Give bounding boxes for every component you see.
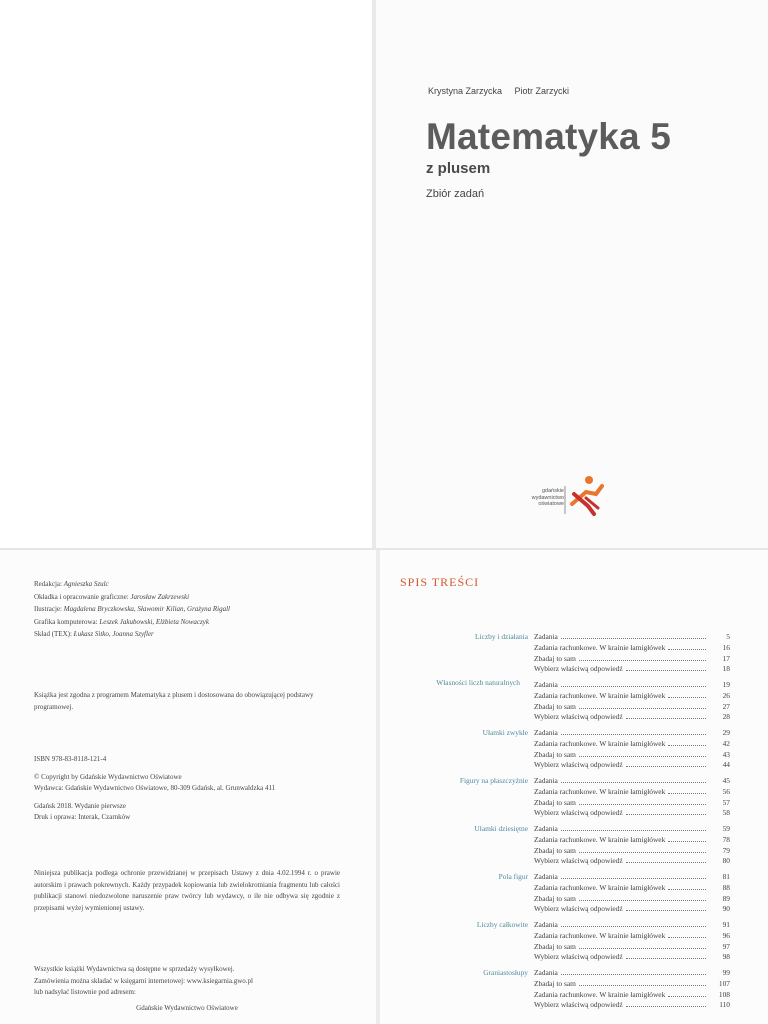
- toc-leader: [579, 804, 706, 805]
- credit-value: Magdalena Bryczkowska, Sławomir Kilian, Grażyna Rigall: [63, 605, 230, 614]
- credit-label: Okładka i opracowanie graficzne:: [34, 592, 129, 601]
- credit-value: Agnieszka Szulc: [63, 580, 109, 588]
- publisher-logo-text: [506, 488, 564, 508]
- toc-leader: [626, 718, 706, 719]
- toc-entry: [534, 978, 730, 990]
- toc-chapter-title: Ułamki dziesiętne: [474, 824, 528, 833]
- toc-chapter-title: Liczby i działania: [475, 632, 528, 641]
- toc-page-number: 98: [722, 952, 730, 962]
- toc-entry: [534, 728, 730, 739]
- title-page: [376, 0, 768, 548]
- toc-entry-label: Zadania: [534, 920, 558, 929]
- toc-entry: [534, 872, 730, 883]
- toc-entry-label: Wybierz właściwą odpowiedź: [534, 808, 623, 818]
- book-title: Matematyka 5: [426, 116, 672, 157]
- order-line: Wszystkie książki Wydawnictwa są dostępne w sprzedaży wysyłkowej.: [34, 965, 235, 973]
- toc-page-number: 19: [722, 680, 730, 689]
- toc-entry-label: Zadania: [534, 680, 558, 689]
- toc-leader: [561, 686, 706, 687]
- toc-page-number: 96: [722, 930, 730, 940]
- author-name: Krystyna Zarzycka: [428, 86, 503, 96]
- toc-entries: [534, 728, 730, 771]
- toc-page-number: 91: [722, 920, 730, 929]
- toc-entry-label: Zadania: [534, 728, 558, 737]
- toc-entry: [534, 690, 730, 702]
- credit-label: Ilustracje:: [34, 605, 62, 614]
- toc-entries: [534, 920, 730, 963]
- toc-entry: [534, 797, 730, 809]
- toc-page-number: 26: [722, 690, 730, 700]
- toc-leader: [626, 766, 706, 767]
- toc-entry: [534, 920, 730, 931]
- toc-entry-label: Wybierz właściwą odpowiedź: [534, 952, 623, 962]
- toc-entry: [534, 941, 730, 953]
- toc-page-number: 27: [722, 701, 730, 711]
- toc-entry: [534, 786, 730, 798]
- toc-entry: [534, 642, 730, 654]
- toc-entry: [534, 653, 730, 665]
- book-subtitle: z plusem: [426, 160, 491, 177]
- toc-entry-label: Zadania rachunkowe. W krainie łamigłówek: [534, 930, 666, 940]
- toc-entries: [534, 776, 730, 819]
- credit-line: [34, 591, 354, 604]
- toc-entry-label: Zbadaj to sam: [534, 978, 576, 988]
- toc-leader: [579, 900, 706, 901]
- toc-leader: [626, 814, 706, 815]
- credit-value: Leszek Jakubowski, Elżbieta Nowaczyk: [99, 617, 209, 626]
- toc-entry-label: Wybierz właściwą odpowiedź: [534, 904, 623, 914]
- toc-page-number: 18: [722, 664, 730, 674]
- toc-entry: [534, 664, 730, 675]
- address-line: Gdańskie Wydawnictwo Oświatowe: [136, 1003, 238, 1012]
- toc-leader: [579, 948, 706, 949]
- toc-entry: [534, 701, 730, 713]
- toc-page-number: 97: [722, 941, 730, 951]
- toc-chapter-title: Graniastosłupy: [483, 968, 528, 977]
- printing: Druk i oprawa: Interak, Czarnków: [34, 813, 131, 821]
- author-name: Piotr Zarzycki: [514, 86, 570, 96]
- toc-entry-label: Zadania rachunkowe. W krainie łamigłówek: [534, 989, 666, 999]
- toc-page-number: 43: [722, 749, 730, 759]
- toc-chapter-title: Liczby całkowite: [476, 920, 528, 929]
- toc-entry: [534, 776, 730, 787]
- curriculum-note: Książka jest zgodna z programem Matematyka z plusem i dostosowana do obowiązującej podstawy programowej.: [34, 691, 314, 711]
- toc-chapter-title: Własności liczb naturalnych: [436, 678, 520, 687]
- ordering-info: [34, 964, 340, 1014]
- publisher-mark-icon: [564, 474, 608, 518]
- publisher-address: Wydawca: Gdańskie Wydawnictwo Oświatowe, 80-309 Gdańsk, al. Grunwaldzka 411: [34, 784, 276, 792]
- toc-leader: [579, 852, 706, 853]
- toc-entries: [534, 824, 730, 867]
- toc-page-number: 16: [722, 642, 730, 652]
- toc-leader: [561, 734, 706, 735]
- toc-chapter-title: Figury na płaszczyźnie: [459, 776, 528, 785]
- toc-entry: [534, 680, 730, 691]
- toc-page-number: 81: [722, 872, 730, 881]
- toc-entry-label: Zadania rachunkowe. W krainie łamigłówek: [534, 738, 666, 748]
- toc-leader: [668, 649, 706, 650]
- toc-leader: [626, 958, 706, 959]
- book-subtitle-secondary: Zbiór zadań: [426, 188, 485, 200]
- toc-entries: [534, 872, 730, 915]
- toc-entry: [534, 968, 730, 979]
- toc-leader: [579, 756, 706, 757]
- toc-leader: [626, 670, 706, 671]
- toc-entries: [534, 968, 730, 1011]
- toc-page-number: 29: [722, 728, 730, 737]
- credit-label: Skład (TEX):: [34, 630, 72, 639]
- toc-entry-label: Zbadaj to sam: [534, 941, 576, 951]
- copyright-notice: Niniejsza publikacja podlega ochronie przewidzianej w przepisach Ustawy z dnia 4.02.1994 r. o prawie autorskim i prawach pokrewnych. Każdy przypadek kopiowania lub zwielokrotniania fragmentu lub całości publikacji stanowi niedozwolone naruszenie praw twórcy lub wydawcy, o ile nie odbywa się zgodnie z przepisami wyżej wymienionej ustawy.: [34, 869, 340, 912]
- toc-leader: [668, 745, 706, 746]
- toc-leader: [626, 910, 706, 911]
- toc-leader: [668, 697, 706, 698]
- toc-page-number: 88: [722, 882, 730, 892]
- toc-page-number: 107: [718, 978, 730, 988]
- toc-entry-label: Wybierz właściwą odpowiedź: [534, 760, 623, 770]
- toc-page-number: 79: [722, 845, 730, 855]
- toc-entry: [534, 738, 730, 750]
- toc-page-number: 28: [722, 712, 730, 722]
- toc-entry-label: Zadania: [534, 632, 558, 641]
- toc-entry: [534, 834, 730, 846]
- credit-line: [34, 578, 354, 591]
- toc-page-number: 78: [722, 834, 730, 844]
- toc-leader: [668, 889, 706, 890]
- toc-entry-label: Wybierz właściwą odpowiedź: [534, 712, 623, 722]
- toc-leader: [668, 793, 706, 794]
- toc-entry-label: Zadania: [534, 872, 558, 881]
- toc-leader: [579, 660, 706, 661]
- toc-entry: [534, 989, 730, 1001]
- toc-page-number: 17: [722, 653, 730, 663]
- toc-entry: [534, 930, 730, 942]
- edition: Gdańsk 2018. Wydanie pierwsze: [34, 801, 126, 810]
- toc-entry: [534, 904, 730, 915]
- toc-leader: [561, 878, 706, 879]
- toc-entry-label: Zadania rachunkowe. W krainie łamigłówek: [534, 834, 666, 844]
- isbn: ISBN 978-83-8118-121-4: [34, 755, 107, 763]
- publisher-logo-line: oświatowe: [538, 501, 564, 507]
- toc-entry-label: Wybierz właściwą odpowiedź: [534, 664, 623, 674]
- publisher-logo-line: wydawnictwo: [531, 494, 564, 501]
- toc-page-number: 90: [722, 904, 730, 914]
- toc-entry-label: Zbadaj to sam: [534, 653, 576, 663]
- toc-entry-label: Zadania rachunkowe. W krainie łamigłówek: [534, 642, 666, 652]
- toc-entry-label: Zbadaj to sam: [534, 749, 576, 759]
- publisher-logo: [506, 472, 610, 522]
- authors: [428, 86, 579, 96]
- toc-page-number: 56: [722, 786, 730, 796]
- toc-leader: [561, 974, 706, 975]
- toc-entry: [534, 632, 730, 643]
- toc-leader: [561, 926, 706, 927]
- credit-value: Jarosław Zakrzewski: [130, 592, 190, 601]
- toc-leader: [626, 1006, 706, 1007]
- toc-leader: [561, 830, 706, 831]
- toc-entry-label: Zadania rachunkowe. W krainie łamigłówek: [534, 690, 666, 700]
- toc-entry-label: Zbadaj to sam: [534, 845, 576, 855]
- toc-entry-label: Zadania: [534, 824, 558, 833]
- toc-leader: [579, 985, 706, 986]
- toc-entry: [534, 845, 730, 857]
- toc-entry: [534, 893, 730, 905]
- toc-entry-label: Zadania rachunkowe. W krainie łamigłówek: [534, 882, 666, 892]
- toc-entry-label: Zadania rachunkowe. W krainie łamigłówek: [534, 786, 666, 796]
- toc-heading: SPIS TREŚCI: [400, 575, 480, 589]
- toc-page-number: 108: [718, 989, 730, 999]
- toc-entry-label: Wybierz właściwą odpowiedź: [534, 1000, 623, 1010]
- toc-page-number: 99: [722, 968, 730, 977]
- copyright: © Copyright by Gdańskie Wydawnictwo Oświatowe: [34, 772, 182, 781]
- toc-page-number: 59: [722, 824, 730, 833]
- credit-line: [34, 628, 354, 641]
- toc-page-number: 5: [726, 632, 730, 641]
- order-line: lub nadsyłać listownie pod adresem:: [34, 988, 136, 996]
- toc-page-number: 110: [719, 1000, 730, 1010]
- credit-line: [34, 603, 354, 616]
- blank-page: [0, 0, 372, 548]
- toc-entry-label: Zadania: [534, 776, 558, 785]
- toc-page-number: 45: [722, 776, 730, 785]
- toc-leader: [668, 996, 706, 997]
- isbn-block: [34, 754, 340, 824]
- toc-entry-label: Zadania: [534, 968, 558, 977]
- toc-entry-label: Zbadaj to sam: [534, 797, 576, 807]
- credit-value: Łukasz Sitko, Joanna Szyfler: [73, 630, 154, 639]
- credit-line: [34, 616, 354, 629]
- toc-chapter-title: Ułamki zwykłe: [482, 728, 528, 737]
- credit-label: Grafika komputerowa:: [34, 617, 98, 626]
- toc-entry: [534, 952, 730, 963]
- toc-entry: [534, 882, 730, 894]
- toc-entries: [534, 632, 730, 675]
- toc-leader: [561, 782, 706, 783]
- toc-leader: [626, 862, 706, 863]
- order-line: Zamówienia można składać w księgarni internetowej: www.ksiegarnia.gwo.pl: [34, 976, 254, 985]
- toc-page-number: 57: [722, 797, 730, 807]
- toc-page-number: 80: [722, 856, 730, 866]
- toc-page-number: 89: [722, 893, 730, 903]
- toc-page-number: 58: [722, 808, 730, 818]
- toc-leader: [561, 638, 706, 639]
- toc-entry: [534, 760, 730, 771]
- toc-page-number: 42: [722, 738, 730, 748]
- toc-page-number: 44: [722, 760, 730, 770]
- toc-leader: [668, 937, 706, 938]
- toc-leader: [668, 841, 706, 842]
- credit-label: Redakcja:: [34, 580, 62, 588]
- toc-entry: [534, 808, 730, 819]
- publisher-logo-line: gdańskie: [541, 488, 564, 494]
- toc-entry: [534, 1000, 730, 1011]
- toc-entry: [534, 856, 730, 867]
- toc-entry: [534, 749, 730, 761]
- toc-entry-label: Zbadaj to sam: [534, 701, 576, 711]
- toc-leader: [579, 708, 706, 709]
- toc-entry: [534, 824, 730, 835]
- credits-list: [34, 578, 354, 641]
- toc-entries: [534, 680, 730, 723]
- toc-chapter-title: Pola figur: [498, 872, 528, 881]
- toc-entry-label: Zbadaj to sam: [534, 893, 576, 903]
- toc-entry-label: Wybierz właściwą odpowiedź: [534, 856, 623, 866]
- toc-entry: [534, 712, 730, 723]
